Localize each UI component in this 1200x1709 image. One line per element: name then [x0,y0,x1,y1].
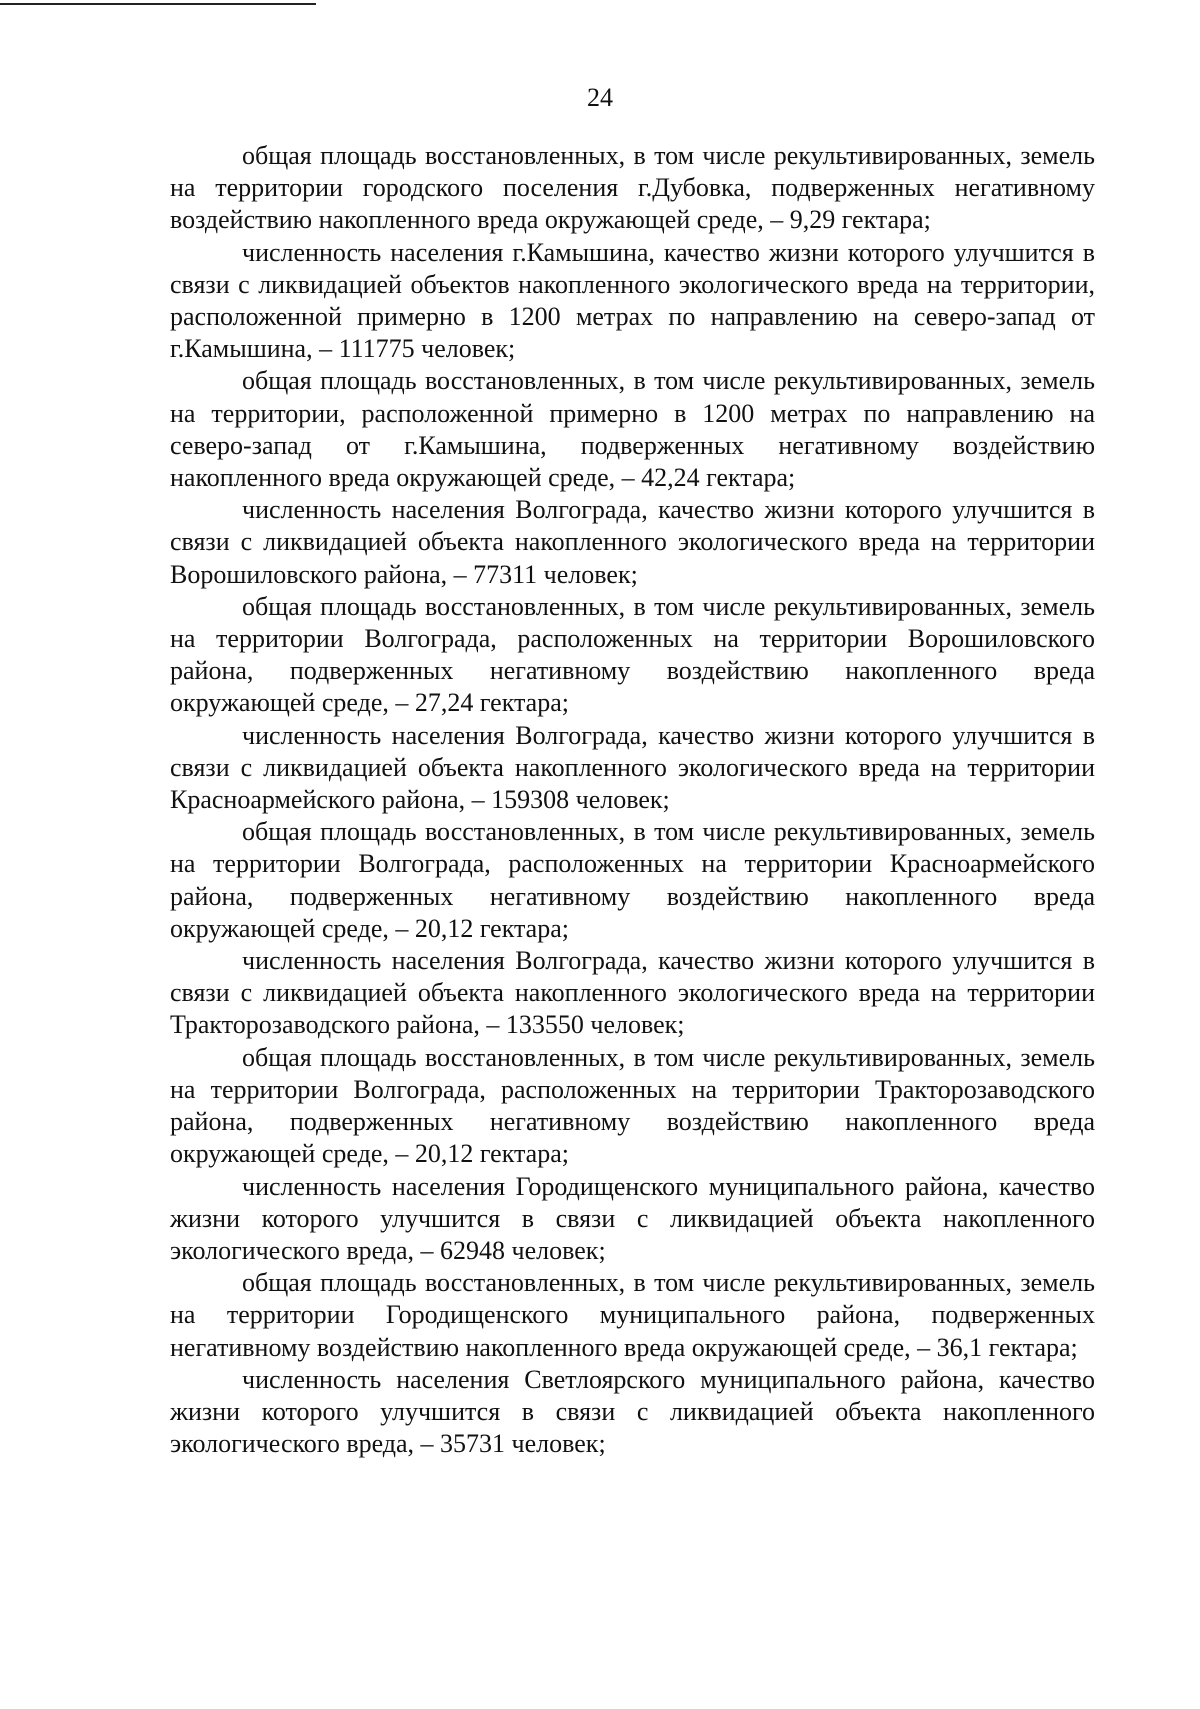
paragraph: численность населения Светлоярского муниципального района, качество жизни которого улучшится в связи с ликвидацией объекта накопленного экологического вреда, – 35731 человек; [170,1364,1095,1459]
paragraph: численность населения Волгограда, качество жизни которого улучшится в связи с ликвидацией объекта накопленного экологического вреда на территории Ворошиловского района, – 77311 человек; [170,495,1095,589]
paragraph: численность населения Городищенского муниципального района, качество жизни которого улучшится в связи с ликвидацией объекта накопленного экологического вреда, – 62948 человек; [170,1171,1095,1265]
paragraph: общая площадь восстановленных, в том числе рекультивированных, земель на территории Городищенского муниципального района, подверженных негативному воздействию накопленного вреда окружающей среде, – 36,1 гектара; [170,1268,1095,1362]
document-body [170,140,1095,1460]
paragraph: общая площадь восстановленных, в том числе рекультивированных, земель на территории Волгограда, расположенных на территории Тракторозаводского района, подверженных негативному воздействию накопленного вреда окружающей среде, – 20,12 гектара; [170,1042,1095,1169]
paragraph: общая площадь восстановленных, в том числе рекультивированных, земель на территории городского поселения г.Дубовка, подверженных негативному воздействию накопленного вреда окружающей среде, – 9,29 гектара; [170,141,1095,235]
paragraph: численность населения Волгограда, качество жизни которого улучшится в связи с ликвидацией объекта накопленного экологического вреда на территории Красноармейского района, – 159308 человек; [170,720,1095,815]
paragraph: численность населения Волгограда, качество жизни которого улучшится в связи с ликвидацией объекта накопленного экологического вреда на территории Тракторозаводского района, – 133550 человек; [170,946,1095,1040]
scan-edge-line [0,3,316,5]
paragraph: общая площадь восстановленных, в том числе рекультивированных, земель на территории Волгограда, расположенных на территории Красноармейского района, подверженных негативному воздействию накопленного вреда окружающей среде, – 20,12 гектара; [170,817,1095,943]
page-number: 24 [587,83,613,112]
paragraph: общая площадь восстановленных, в том числе рекультивированных, земель на территории, расположенной примерно в 1200 метрах по направлению на северо-запад от г.Камышина, подверженных негативному воздействию накопленного вреда окружающей среде, – 42,24 гектара; [170,366,1095,493]
paragraph: численность населения г.Камышина, качество жизни которого улучшится в связи с ликвидацией объектов накопленного экологического вреда на территории, расположенной примерно в 1200 метрах по направлению на северо-запад от г.Камышина, – 111775 человек; [170,237,1095,364]
paragraph: общая площадь восстановленных, в том числе рекультивированных, земель на территории Волгограда, расположенных на территории Ворошиловского района, подверженных негативному воздействию накопленного вреда окружающей среде, – 27,24 гектара; [170,591,1095,718]
